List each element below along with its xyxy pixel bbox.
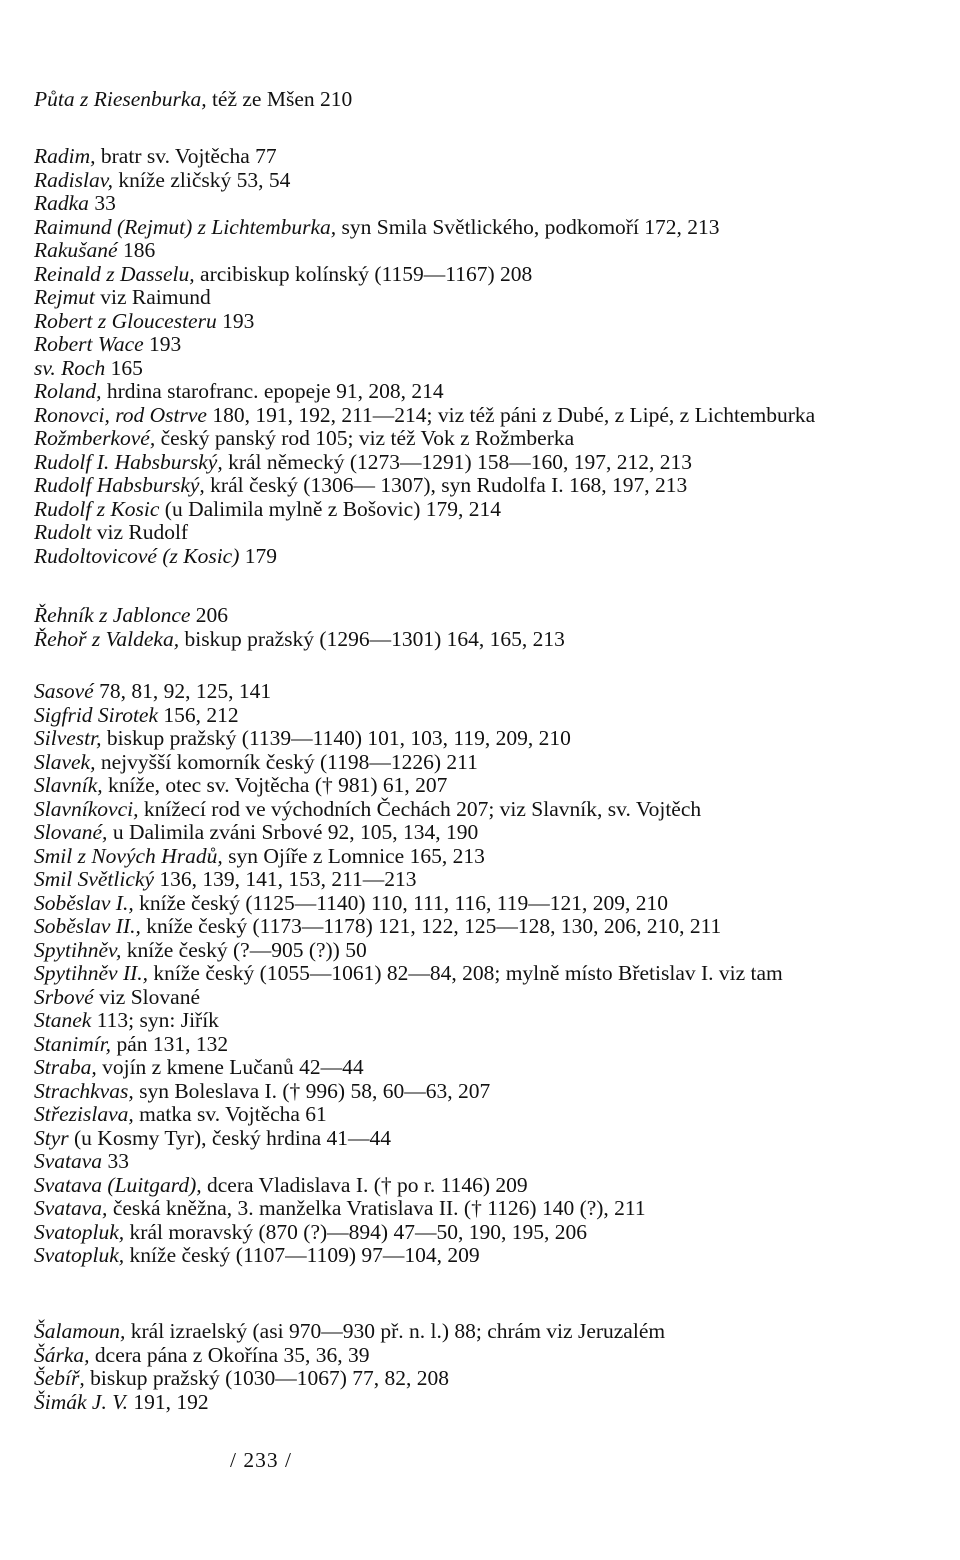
entry-references: pán 131, 132: [111, 1031, 229, 1056]
entry-heading: Reinald z Dasselu,: [34, 261, 195, 286]
entry-heading: sv. Roch: [34, 355, 106, 380]
entry-heading: Svatava: [34, 1149, 103, 1173]
entry-references: bratr sv. Vojtěcha 77: [95, 144, 277, 168]
entry-references: biskup pražský (1139—1140) 101, 103, 119, 209, 210: [101, 726, 571, 750]
entry-heading: Šárka,: [34, 1342, 90, 1367]
index-entry: [34, 1244, 944, 1268]
entry-heading: Roland,: [34, 379, 102, 403]
entry-references: 165: [105, 355, 143, 380]
index-entry: [34, 474, 944, 498]
index-entry: [34, 821, 944, 845]
entry-references: král český (1306— 1307), syn Rudolfa I. 168, 197, 213: [204, 473, 688, 497]
entry-heading: Šimák J. V.: [34, 1389, 128, 1414]
entry-heading: Šebíř,: [34, 1366, 85, 1390]
entry-heading: Sigfrid Sirotek: [34, 702, 159, 727]
entry-heading: Smil z Nových Hradů,: [34, 843, 223, 868]
index-entry: [34, 1127, 944, 1151]
entry-references: 193: [143, 332, 182, 356]
entry-references: dcera Vladislava I. († po r. 1146) 209: [201, 1172, 528, 1197]
index-entry: [34, 545, 944, 569]
entry-heading: Svatopluk,: [34, 1243, 125, 1267]
index-entry: [34, 680, 944, 704]
index-entry: [34, 427, 944, 451]
index-entry: [34, 1009, 944, 1033]
entry-heading: Půta z Riesenburka,: [34, 87, 207, 111]
entry-references: hrdina starofranc. epopeje 91, 208, 214: [101, 379, 444, 403]
index-entry: [34, 798, 944, 822]
entry-heading: Soběslav II.,: [34, 914, 141, 938]
entry-heading: Soběslav I.,: [34, 890, 134, 915]
entry-heading: Řehník z Jablonce: [34, 603, 191, 627]
entry-references: kníže český (1055—1061) 82—84, 208; mylně místo Břetislav I. viz tam: [148, 961, 783, 985]
entry-references: vojín z kmene Lučanů 42—44: [96, 1055, 364, 1079]
entry-heading: Rudolt: [34, 520, 92, 544]
entry-references: biskup pražský (1296—1301) 164, 165, 213: [179, 626, 565, 651]
entry-references: 113; syn: Jiřík: [91, 1008, 219, 1032]
entry-heading: Stanimír,: [34, 1031, 112, 1056]
index-entry: [34, 1080, 944, 1104]
index-entry: [34, 751, 944, 775]
entry-references: též ze Mšen 210: [206, 87, 353, 111]
index-entry: [34, 774, 944, 798]
entry-references: 186: [117, 238, 156, 262]
entry-references: český panský rod 105; viz též Vok z Rožmberka: [155, 426, 575, 450]
index-entry: [34, 1344, 944, 1368]
index-entry: [34, 333, 944, 357]
entry-references: syn Smila Světlického, podkomoří 172, 213: [336, 214, 720, 239]
entry-heading: Sasové: [34, 679, 94, 703]
entry-references: 33: [102, 1149, 129, 1173]
entry-references: král německý (1273—1291) 158—160, 197, 212, 213: [222, 449, 693, 474]
entry-references: matka sv. Vojtěcha 61: [133, 1102, 327, 1126]
index-entry: [34, 604, 944, 628]
index-entry: [34, 286, 944, 310]
entry-references: 179: [239, 543, 278, 568]
index-entry: [34, 1320, 944, 1344]
index-entry: [34, 1221, 944, 1245]
entry-heading: Radim,: [34, 144, 96, 168]
index-group-s: [34, 680, 944, 1268]
entry-references: dcera pána z Okořína 35, 36, 39: [89, 1342, 370, 1367]
entry-references: česká kněžna, 3. manželka Vratislava II. († 1126) 140 (?), 211: [107, 1196, 646, 1220]
entry-references: syn Boleslava I. († 996) 58, 60—63, 207: [133, 1078, 491, 1103]
entry-heading: Stanek: [34, 1008, 92, 1032]
entry-references: syn Ojíře z Lomnice 165, 213: [222, 843, 485, 868]
entry-heading: Spytihněv II.,: [34, 961, 149, 985]
entry-references: knížecí rod ve východních Čechách 207; viz Slavník, sv. Vojtěch: [138, 796, 702, 821]
entry-heading: Smil Světlický: [34, 867, 154, 891]
entry-references: viz Rudolf: [91, 520, 189, 544]
index-entry: [34, 1197, 944, 1221]
entry-heading: Radka: [34, 191, 89, 215]
index-entry: [34, 1033, 944, 1057]
entry-heading: Slavník,: [34, 773, 103, 797]
entry-heading: Styr: [34, 1125, 69, 1150]
index-entry: [34, 704, 944, 728]
index-entry: [34, 357, 944, 381]
entry-references: 193: [216, 308, 255, 333]
entry-references: kníže český (1107—1109) 97—104, 209: [124, 1243, 480, 1267]
entry-references: viz Raimund: [94, 285, 211, 309]
index-entry: [34, 845, 944, 869]
entry-heading: Ronovci, rod Ostrve: [34, 402, 207, 427]
index-entry: [34, 88, 944, 112]
index-group-rz: [34, 604, 944, 651]
entry-references: král moravský (870 (?)—894) 47—50, 190, 195, 206: [124, 1219, 587, 1244]
index-entry: [34, 1391, 944, 1415]
index-entry: [34, 192, 944, 216]
index-entry: [34, 498, 944, 522]
index-entry: [34, 1174, 944, 1198]
entry-references: arcibiskup kolínský (1159—1167) 208: [194, 261, 533, 286]
index-entry: [34, 1056, 944, 1080]
index-entry: [34, 310, 944, 334]
index-entry: [34, 1367, 944, 1391]
entry-references: (u Kosmy Tyr), český hrdina 41—44: [68, 1125, 391, 1150]
entry-references: nejvyšší komorník český (1198—1226) 211: [95, 749, 478, 774]
entry-references: 156, 212: [158, 702, 239, 727]
entry-heading: Rakušané: [34, 238, 118, 262]
entry-heading: Straba,: [34, 1055, 97, 1079]
index-entry: [34, 404, 944, 428]
entry-references: kníže český (1173—1178) 121, 122, 125—128, 130, 206, 210, 211: [140, 914, 722, 938]
entry-heading: Rudolf I. Habsburský,: [34, 449, 223, 474]
index-entry: [34, 451, 944, 475]
index-entry: [34, 915, 944, 939]
entry-heading: Rudoltovicové (z Kosic): [34, 543, 240, 568]
entry-references: kníže český (1125—1140) 110, 111, 116, 119—121, 209, 210: [133, 890, 668, 915]
entry-references: kníže zličský 53, 54: [113, 167, 291, 192]
entry-references: 33: [88, 191, 116, 215]
entry-references: biskup pražský (1030—1067) 77, 82, 208: [84, 1366, 450, 1390]
index-entry: [34, 216, 944, 240]
index-group-pu: [34, 88, 944, 112]
index-entry: [34, 727, 944, 751]
entry-references: u Dalimila zváni Srbové 92, 105, 134, 190: [107, 820, 479, 844]
index-entry: [34, 868, 944, 892]
index-entry: [34, 1103, 944, 1127]
entry-heading: Slavek,: [34, 749, 96, 774]
entry-heading: Spytihněv,: [34, 937, 122, 962]
index-entry: [34, 986, 944, 1010]
entry-references: král izraelský (asi 970—930 př. n. l.) 88; chrám viz Jeruzalém: [125, 1319, 666, 1343]
entry-heading: Raimund (Rejmut) z Lichtemburka,: [34, 214, 337, 239]
entry-heading: Strachkvas,: [34, 1078, 134, 1103]
index-entry: [34, 380, 944, 404]
index-entry: [34, 892, 944, 916]
entry-heading: Robert Wace: [34, 332, 144, 356]
index-entry: [34, 962, 944, 986]
entry-heading: Robert z Gloucesteru: [34, 308, 217, 333]
index-entry: [34, 521, 944, 545]
entry-heading: Rejmut: [34, 285, 95, 309]
entry-heading: Šalamoun,: [34, 1319, 126, 1343]
entry-heading: Slavníkovci,: [34, 796, 139, 821]
index-entry: [34, 239, 944, 263]
index-entry: [34, 145, 944, 169]
entry-heading: Silvestr,: [34, 726, 102, 750]
index-entry: [34, 263, 944, 287]
entry-heading: Radislav,: [34, 167, 114, 192]
entry-references: 180, 191, 192, 211—214; viz též páni z Dubé, z Lipé, z Lichtemburka: [206, 402, 816, 427]
entry-heading: Rudolf z Kosic: [34, 496, 160, 521]
index-entry: [34, 1150, 944, 1174]
index-entry: [34, 939, 944, 963]
index-group-sz: [34, 1320, 944, 1414]
entry-references: (u Dalimila mylně z Bošovic) 179, 214: [159, 496, 501, 521]
entry-heading: Rudolf Habsburský,: [34, 473, 205, 497]
index-entry: [34, 628, 944, 652]
entry-references: 78, 81, 92, 125, 141: [93, 679, 272, 703]
entry-heading: Slované,: [34, 820, 108, 844]
entry-heading: Střezislava,: [34, 1102, 134, 1126]
entry-references: kníže, otec sv. Vojtěcha († 981) 61, 207: [102, 773, 448, 797]
entry-references: kníže český (?—905 (?)) 50: [121, 937, 367, 962]
entry-heading: Rožmberkové,: [34, 426, 156, 450]
page-number: / 233 /: [230, 1448, 292, 1472]
entry-references: 206: [190, 603, 229, 627]
entry-references: 191, 192: [127, 1389, 209, 1414]
entry-heading: Svatava (Luitgard),: [34, 1172, 202, 1197]
entry-heading: Srbové: [34, 984, 94, 1009]
entry-references: 136, 139, 141, 153, 211—213: [153, 867, 417, 891]
index-group-r: [34, 145, 944, 568]
entry-heading: Řehoř z Valdeka,: [34, 626, 180, 651]
index-entry: [34, 169, 944, 193]
entry-heading: Svatopluk,: [34, 1219, 125, 1244]
entry-references: viz Slované: [93, 984, 200, 1009]
entry-heading: Svatava,: [34, 1196, 108, 1220]
